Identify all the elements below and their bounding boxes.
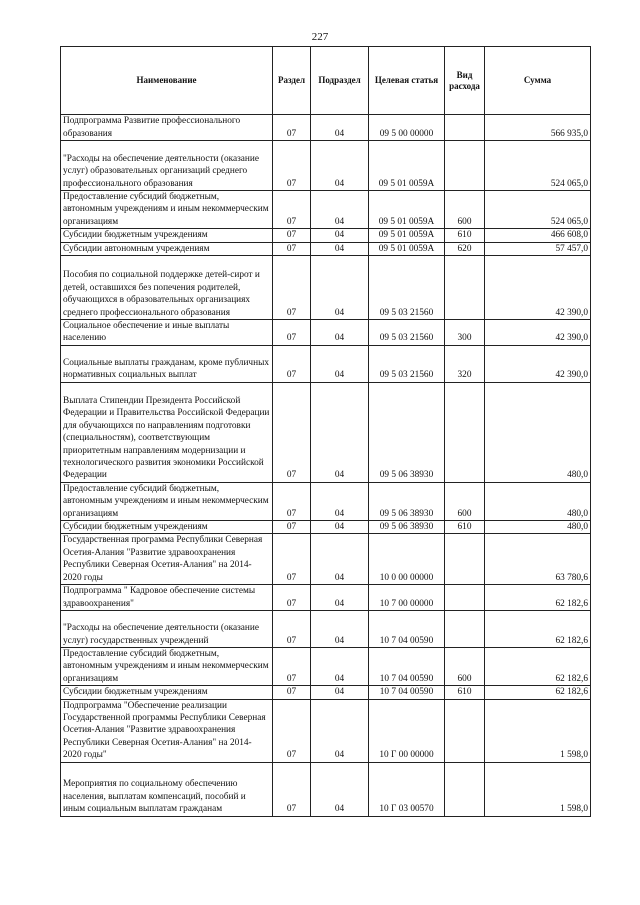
table-cell-expense-type — [445, 610, 485, 647]
table-cell-name: Подпрограмма "Обеспечение реализации Государственной программы Республики Северная Осетия-Алания "Развитие здравоохранения Республики Северная Осетия-Алания" на 2014-2020 годы" — [61, 699, 273, 762]
table-cell-name: Предоставление субсидий бюджетным, автономным учреждениям и иным некоммерческим организациям — [61, 482, 273, 520]
table-row — [61, 382, 591, 482]
table-cell-expense-type: 300 — [445, 320, 485, 346]
table-row — [61, 534, 591, 585]
header-section: Раздел — [273, 47, 311, 115]
table-cell-expense-type: 610 — [445, 521, 485, 534]
table-row — [61, 585, 591, 611]
table-cell-article: 10 7 04 00590 — [369, 610, 445, 647]
table-cell-subsection: 04 — [311, 699, 369, 762]
table-cell-name: Субсидии бюджетным учреждениям — [61, 521, 273, 534]
table-cell-article: 09 5 01 0059А — [369, 229, 445, 242]
table-cell-name: Субсидии автономным учреждениям — [61, 242, 273, 255]
table-row — [61, 229, 591, 242]
table-cell-subsection: 04 — [311, 610, 369, 647]
table-cell-expense-type: 600 — [445, 482, 485, 520]
table-row — [61, 141, 591, 191]
table-cell-name: Пособия по социальной поддержке детей-сирот и детей, оставшихся без попечения родителей, обучающихся в образовательных организациях среднего профессионального образования — [61, 256, 273, 320]
table-cell-amount: 466 608,0 — [485, 229, 591, 242]
page-number: 227 — [311, 31, 329, 43]
table-cell-section: 07 — [273, 610, 311, 647]
table-cell-amount: 57 457,0 — [485, 242, 591, 255]
table-cell-section: 07 — [273, 585, 311, 611]
table-cell-section: 07 — [273, 699, 311, 762]
table-row — [61, 345, 591, 382]
table-cell-subsection: 04 — [311, 320, 369, 346]
table-cell-section: 07 — [273, 191, 311, 229]
table-cell-amount: 480,0 — [485, 521, 591, 534]
table-row — [61, 256, 591, 320]
table-cell-name: Выплата Стипендии Президента Российской Федерации и Правительства Российской Федерации для обучающихся по направлениям подготовки (специальностям), соответствующим приоритетным направлениям модернизации и технологического развития экономики Российской Федерации — [61, 382, 273, 482]
table-cell-amount: 63 780,6 — [485, 534, 591, 585]
table-cell-amount: 42 390,0 — [485, 320, 591, 346]
table-row — [61, 482, 591, 520]
table-cell-subsection: 04 — [311, 115, 369, 141]
table-cell-amount: 62 182,6 — [485, 585, 591, 611]
table-row — [61, 521, 591, 534]
table-header-row — [61, 47, 591, 115]
table-cell-subsection: 04 — [311, 141, 369, 191]
table-cell-name: Социальные выплаты гражданам, кроме публичных нормативных социальных выплат — [61, 345, 273, 382]
table-cell-amount: 524 065,0 — [485, 141, 591, 191]
table-cell-amount: 566 935,0 — [485, 115, 591, 141]
table-row — [61, 699, 591, 762]
table-cell-expense-type — [445, 141, 485, 191]
table-cell-section: 07 — [273, 229, 311, 242]
table-row — [61, 762, 591, 816]
table-cell-section: 07 — [273, 141, 311, 191]
table-cell-subsection: 04 — [311, 585, 369, 611]
table-cell-section: 07 — [273, 320, 311, 346]
table-cell-subsection: 04 — [311, 242, 369, 255]
table-cell-article: 09 5 00 00000 — [369, 115, 445, 141]
table-cell-article: 10 7 04 00590 — [369, 686, 445, 699]
table-cell-section: 07 — [273, 534, 311, 585]
table-cell-article: 09 5 03 21560 — [369, 256, 445, 320]
table-cell-name: Субсидии бюджетным учреждениям — [61, 229, 273, 242]
table-cell-section: 07 — [273, 242, 311, 255]
header-article: Целевая статья — [369, 47, 445, 115]
table-cell-subsection: 04 — [311, 686, 369, 699]
table-cell-expense-type: 620 — [445, 242, 485, 255]
table-cell-subsection: 04 — [311, 382, 369, 482]
table-cell-name: Мероприятия по социальному обеспечению населения, выплатам компенсаций, пособий и иным социальным выплатам гражданам — [61, 762, 273, 816]
table-cell-amount: 62 182,6 — [485, 686, 591, 699]
table-cell-subsection: 04 — [311, 229, 369, 242]
header-name: Наименование — [61, 47, 273, 115]
table-cell-subsection: 04 — [311, 521, 369, 534]
table-cell-article: 09 5 03 21560 — [369, 320, 445, 346]
table-cell-expense-type: 610 — [445, 229, 485, 242]
table-cell-expense-type — [445, 382, 485, 482]
table-cell-amount: 62 182,6 — [485, 610, 591, 647]
table-cell-expense-type — [445, 115, 485, 141]
table-cell-expense-type — [445, 585, 485, 611]
table-cell-article: 10 0 00 00000 — [369, 534, 445, 585]
table-cell-article: 09 5 01 0059А — [369, 242, 445, 255]
table-row — [61, 686, 591, 699]
table-cell-amount: 42 390,0 — [485, 256, 591, 320]
table-cell-amount: 1 598,0 — [485, 699, 591, 762]
table-cell-amount: 42 390,0 — [485, 345, 591, 382]
table-cell-article: 10 Г 00 00000 — [369, 699, 445, 762]
table-cell-article: 09 5 01 0059А — [369, 141, 445, 191]
table-cell-expense-type — [445, 762, 485, 816]
table-cell-subsection: 04 — [311, 191, 369, 229]
table-cell-subsection: 04 — [311, 345, 369, 382]
table-cell-amount: 480,0 — [485, 382, 591, 482]
table-cell-expense-type — [445, 256, 485, 320]
budget-table — [60, 46, 591, 817]
table-row — [61, 610, 591, 647]
table-cell-article: 10 7 00 00000 — [369, 585, 445, 611]
table-cell-expense-type — [445, 699, 485, 762]
table-cell-article: 09 5 06 38930 — [369, 521, 445, 534]
table-row — [61, 320, 591, 346]
table-cell-expense-type: 600 — [445, 647, 485, 685]
table-cell-amount: 480,0 — [485, 482, 591, 520]
table-cell-amount: 524 065,0 — [485, 191, 591, 229]
table-cell-section: 07 — [273, 382, 311, 482]
table-cell-article: 09 5 01 0059А — [369, 191, 445, 229]
table-cell-name: Социальное обеспечение и иные выплаты населению — [61, 320, 273, 346]
table-cell-section: 07 — [273, 482, 311, 520]
table-cell-section: 07 — [273, 115, 311, 141]
table-cell-name: "Расходы на обеспечение деятельности (оказание услуг) государственных учреждений — [61, 610, 273, 647]
table-cell-subsection: 04 — [311, 256, 369, 320]
table-cell-expense-type: 600 — [445, 191, 485, 229]
table-cell-article: 09 5 06 38930 — [369, 482, 445, 520]
table-cell-expense-type: 320 — [445, 345, 485, 382]
table-row — [61, 191, 591, 229]
table-cell-name: Подпрограмма " Кадровое обеспечение системы здравоохранения" — [61, 585, 273, 611]
table-cell-section: 07 — [273, 521, 311, 534]
table-row — [61, 647, 591, 685]
table-row — [61, 242, 591, 255]
table-cell-subsection: 04 — [311, 647, 369, 685]
table-cell-name: Субсидии бюджетным учреждениям — [61, 686, 273, 699]
table-cell-subsection: 04 — [311, 534, 369, 585]
header-expense-type: Вид расхода — [445, 47, 485, 115]
table-cell-section: 07 — [273, 345, 311, 382]
table-cell-subsection: 04 — [311, 482, 369, 520]
table-cell-section: 07 — [273, 256, 311, 320]
table-cell-expense-type: 610 — [445, 686, 485, 699]
table-cell-amount: 62 182,6 — [485, 647, 591, 685]
header-subsection: Подраздел — [311, 47, 369, 115]
table-cell-name: Государственная программа Республики Северная Осетия-Алания "Развитие здравоохранения Республики Северная Осетия-Алания" на 2014-2020 годы — [61, 534, 273, 585]
table-cell-name: Предоставление субсидий бюджетным, автономным учреждениям и иным некоммерческим организациям — [61, 647, 273, 685]
table-cell-section: 07 — [273, 762, 311, 816]
table-cell-name: "Расходы на обеспечение деятельности (оказание услуг) образовательных организаций среднего профессионального образования — [61, 141, 273, 191]
header-amount: Сумма — [485, 47, 591, 115]
table-cell-name: Подпрограмма Развитие профессионального образования — [61, 115, 273, 141]
table-cell-amount: 1 598,0 — [485, 762, 591, 816]
table-cell-article: 09 5 03 21560 — [369, 345, 445, 382]
table-cell-article: 10 7 04 00590 — [369, 647, 445, 685]
table-row — [61, 115, 591, 141]
table-cell-article: 09 5 06 38930 — [369, 382, 445, 482]
table-cell-expense-type — [445, 534, 485, 585]
table-cell-name: Предоставление субсидий бюджетным, автономным учреждениям и иным некоммерческим организациям — [61, 191, 273, 229]
table-cell-article: 10 Г 03 00570 — [369, 762, 445, 816]
table-cell-subsection: 04 — [311, 762, 369, 816]
table-cell-section: 07 — [273, 686, 311, 699]
table-cell-section: 07 — [273, 647, 311, 685]
